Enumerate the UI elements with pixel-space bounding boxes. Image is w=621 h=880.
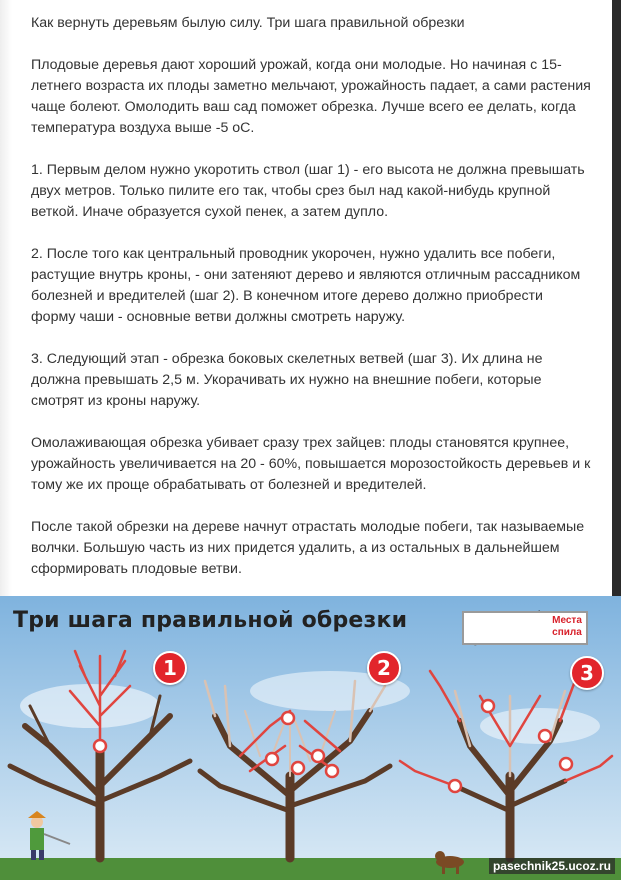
legend-label: Места спила — [552, 615, 582, 638]
article-paragraph-step-1: 1. Первым делом нужно укоротить ствол (шаг 1) - его высота не должна превышать двух метров. Только пилите его так, чтобы срез был над какой-нибудь крупной веткой. Иначе образуется сухой пенек, а затем дупло. — [31, 162, 585, 220]
article-paragraph-intro: Плодовые деревья дают хороший урожай, когда они молодые. Но начиная с 15-летнего возраста их плоды заметно мельчают, урожайность падает, а сами растения чаще болеют. Омолодить ваш сад поможет обрезка. Лучше всего ее делать, когда температура воздуха выше -5 оС. — [31, 57, 591, 136]
site-watermark: pasechnik25.ucoz.ru — [489, 858, 615, 874]
article-title: Как вернуть деревьям былую силу. Три шага правильной обрезки — [31, 15, 465, 31]
article — [31, 0, 591, 580]
step-badge-2: 2 — [367, 651, 401, 685]
article-paragraph-aftercare: После такой обрезки на дереве начнут отрастать молодые побеги, так называемые волчки. Большую часть из них придется удалить, а из остальных в дальнейшем сформировать плодовые ветви. — [31, 519, 585, 577]
scrollbar-track[interactable] — [612, 0, 621, 596]
infographic-title: Три шага правильной обрезки — [13, 608, 408, 633]
article-paragraph-benefits: Омолаживающая обрезка убивает сразу трех зайцев: плоды становятся крупнее, урожайность увеличивается на 20 - 60%, повышается морозостойкость деревьев и к тому же их проще обрабатывать от болезней и вредителей. — [31, 435, 591, 493]
article-paragraph-step-3: 3. Следующий этап - обрезка боковых скелетных ветвей (шаг 3). Их длина не должна превышать 2,5 м. Укорачивать их нужно на внешние побеги, которые смотрят из кроны наружу. — [31, 351, 543, 409]
step-badge-3: 3 — [570, 656, 604, 690]
page-edge — [0, 0, 12, 596]
article-paragraph-step-2: 2. После того как центральный проводник укорочен, нужно удалить все побеги, растущие внутрь кроны, - они затеняют дерево и являются отличным рассадником болезней и вредителей (шаг 2). В конечном итоге дерево должно приобрести форму чаши - основные ветви должны смотреть наружу. — [31, 246, 581, 325]
cloud — [20, 684, 160, 728]
step-badge-1: 1 — [153, 651, 187, 685]
